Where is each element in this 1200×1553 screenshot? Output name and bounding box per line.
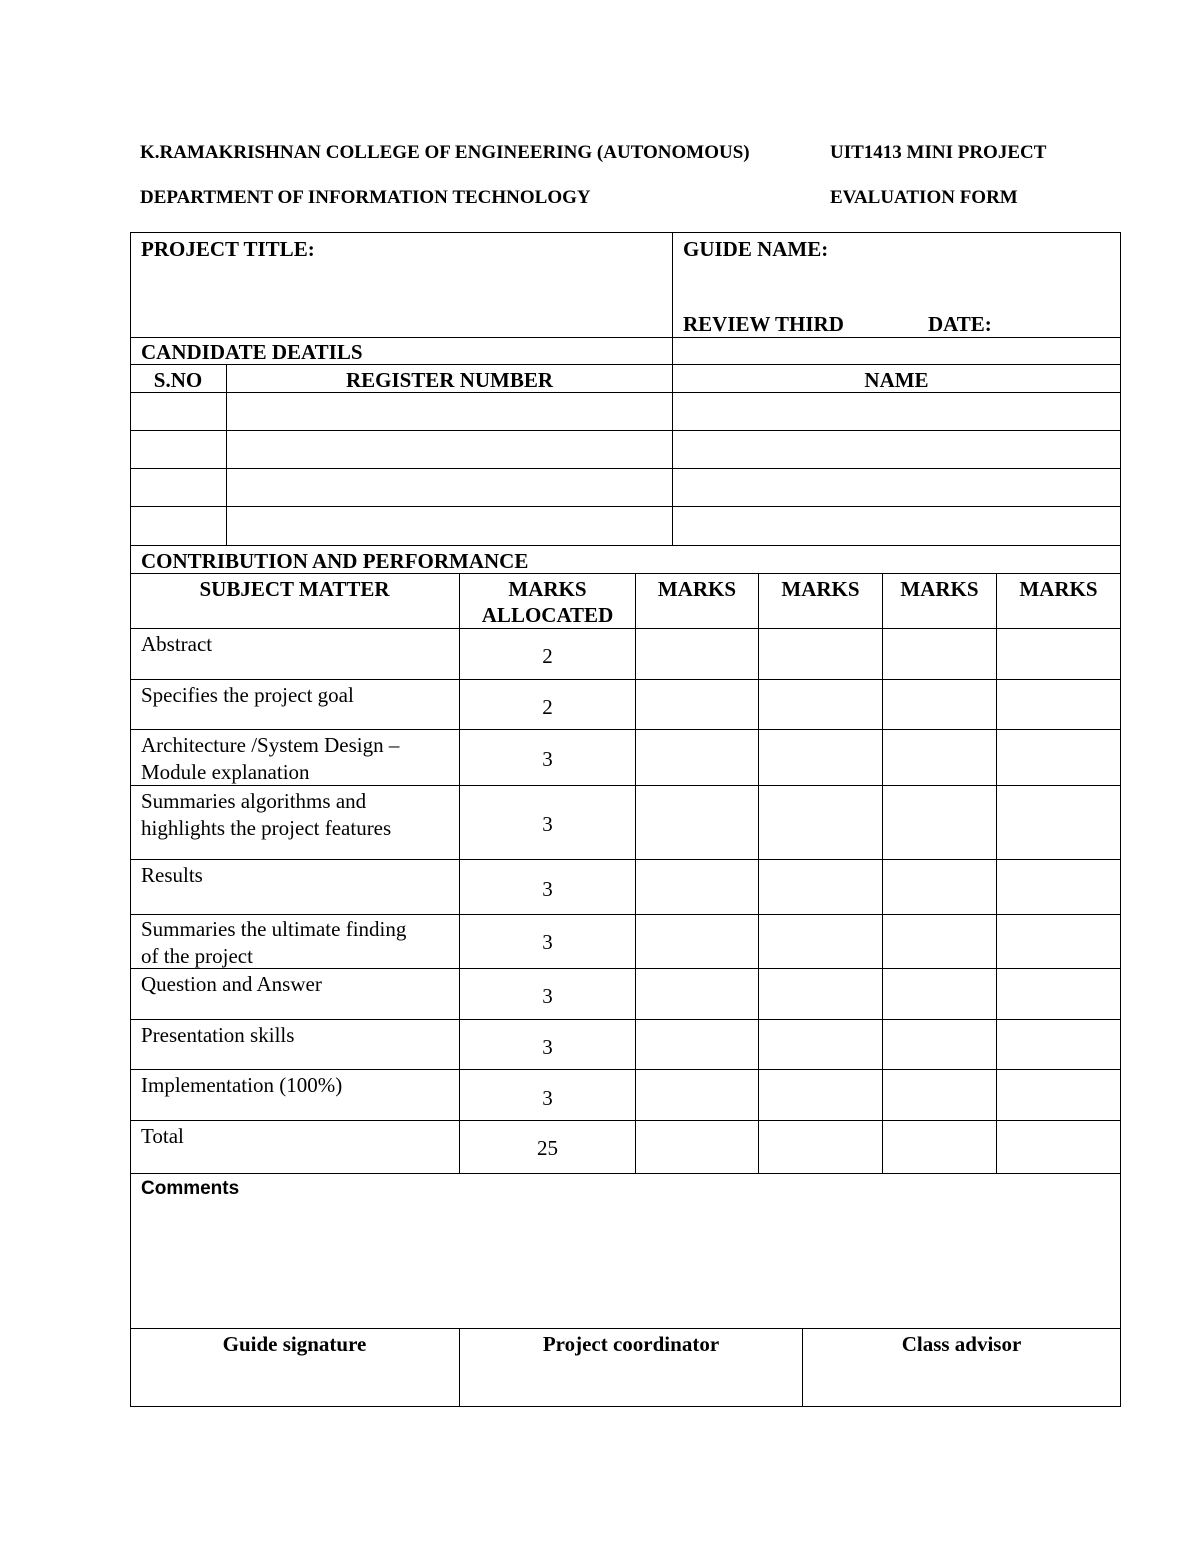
marks-header: MARKS <box>1019 577 1098 601</box>
criterion-label-line2: highlights the project features <box>141 816 392 840</box>
guide-name-label: GUIDE NAME: <box>683 237 829 261</box>
candidate-details-label: CANDIDATE DEATILS <box>141 340 363 364</box>
form-title: EVALUATION FORM <box>830 187 1018 208</box>
register-number-header: REGISTER NUMBER <box>345 368 554 392</box>
criterion-label: Question and Answer <box>141 972 322 996</box>
department-name: DEPARTMENT OF INFORMATION TECHNOLOGY <box>140 187 591 208</box>
comments-label: Comments <box>141 1178 240 1199</box>
evaluation-form-table <box>130 232 1121 1407</box>
criterion-label: Summaries algorithms and <box>141 789 367 813</box>
criterion-label: Results <box>141 863 203 887</box>
criterion-marks: 3 <box>542 1035 553 1059</box>
name-header: NAME <box>864 368 929 392</box>
criterion-label: Summaries the ultimate finding <box>141 917 407 941</box>
marks-header: MARKS <box>781 577 860 601</box>
marks-allocated-header: MARKS <box>508 577 587 601</box>
class-advisor-label: Class advisor <box>901 1332 1022 1356</box>
marks-header: MARKS <box>657 577 737 601</box>
criterion-label: Implementation (100%) <box>141 1073 343 1097</box>
date-label: DATE: <box>928 312 992 336</box>
criterion-marks: 2 <box>542 644 553 668</box>
criterion-marks: 3 <box>542 877 553 901</box>
guide-signature-label: Guide signature <box>222 1332 367 1356</box>
criterion-label: Architecture /System Design – <box>141 733 400 757</box>
criterion-label: Specifies the project goal <box>141 683 354 707</box>
marks-allocated-header-line2: ALLOCATED <box>481 603 614 627</box>
criterion-marks: 3 <box>542 1086 553 1110</box>
review-label: REVIEW THIRD <box>683 312 844 336</box>
project-coordinator-label: Project coordinator <box>542 1332 720 1356</box>
criterion-label: Presentation skills <box>141 1023 295 1047</box>
criterion-label: Abstract <box>141 632 213 656</box>
criterion-marks: 3 <box>542 812 553 836</box>
criterion-marks: 3 <box>542 747 553 771</box>
course-code: UIT1413 MINI PROJECT <box>830 142 1047 163</box>
criterion-marks: 2 <box>542 695 553 719</box>
contribution-label: CONTRIBUTION AND PERFORMANCE <box>141 549 529 573</box>
project-title-label: PROJECT TITLE: <box>141 237 315 261</box>
criterion-label-line2: of the project <box>141 944 253 968</box>
total-marks: 25 <box>537 1136 558 1160</box>
criterion-label-line2: Module explanation <box>141 760 310 784</box>
total-label: Total <box>141 1124 184 1148</box>
subject-matter-header: SUBJECT MATTER <box>199 577 390 601</box>
criterion-marks: 3 <box>542 930 553 954</box>
marks-header: MARKS <box>900 577 979 601</box>
sno-header: S.NO <box>153 368 203 392</box>
college-name: K.RAMAKRISHNAN COLLEGE OF ENGINEERING (AUTONOMOUS) <box>140 142 750 163</box>
criterion-marks: 3 <box>542 984 553 1008</box>
